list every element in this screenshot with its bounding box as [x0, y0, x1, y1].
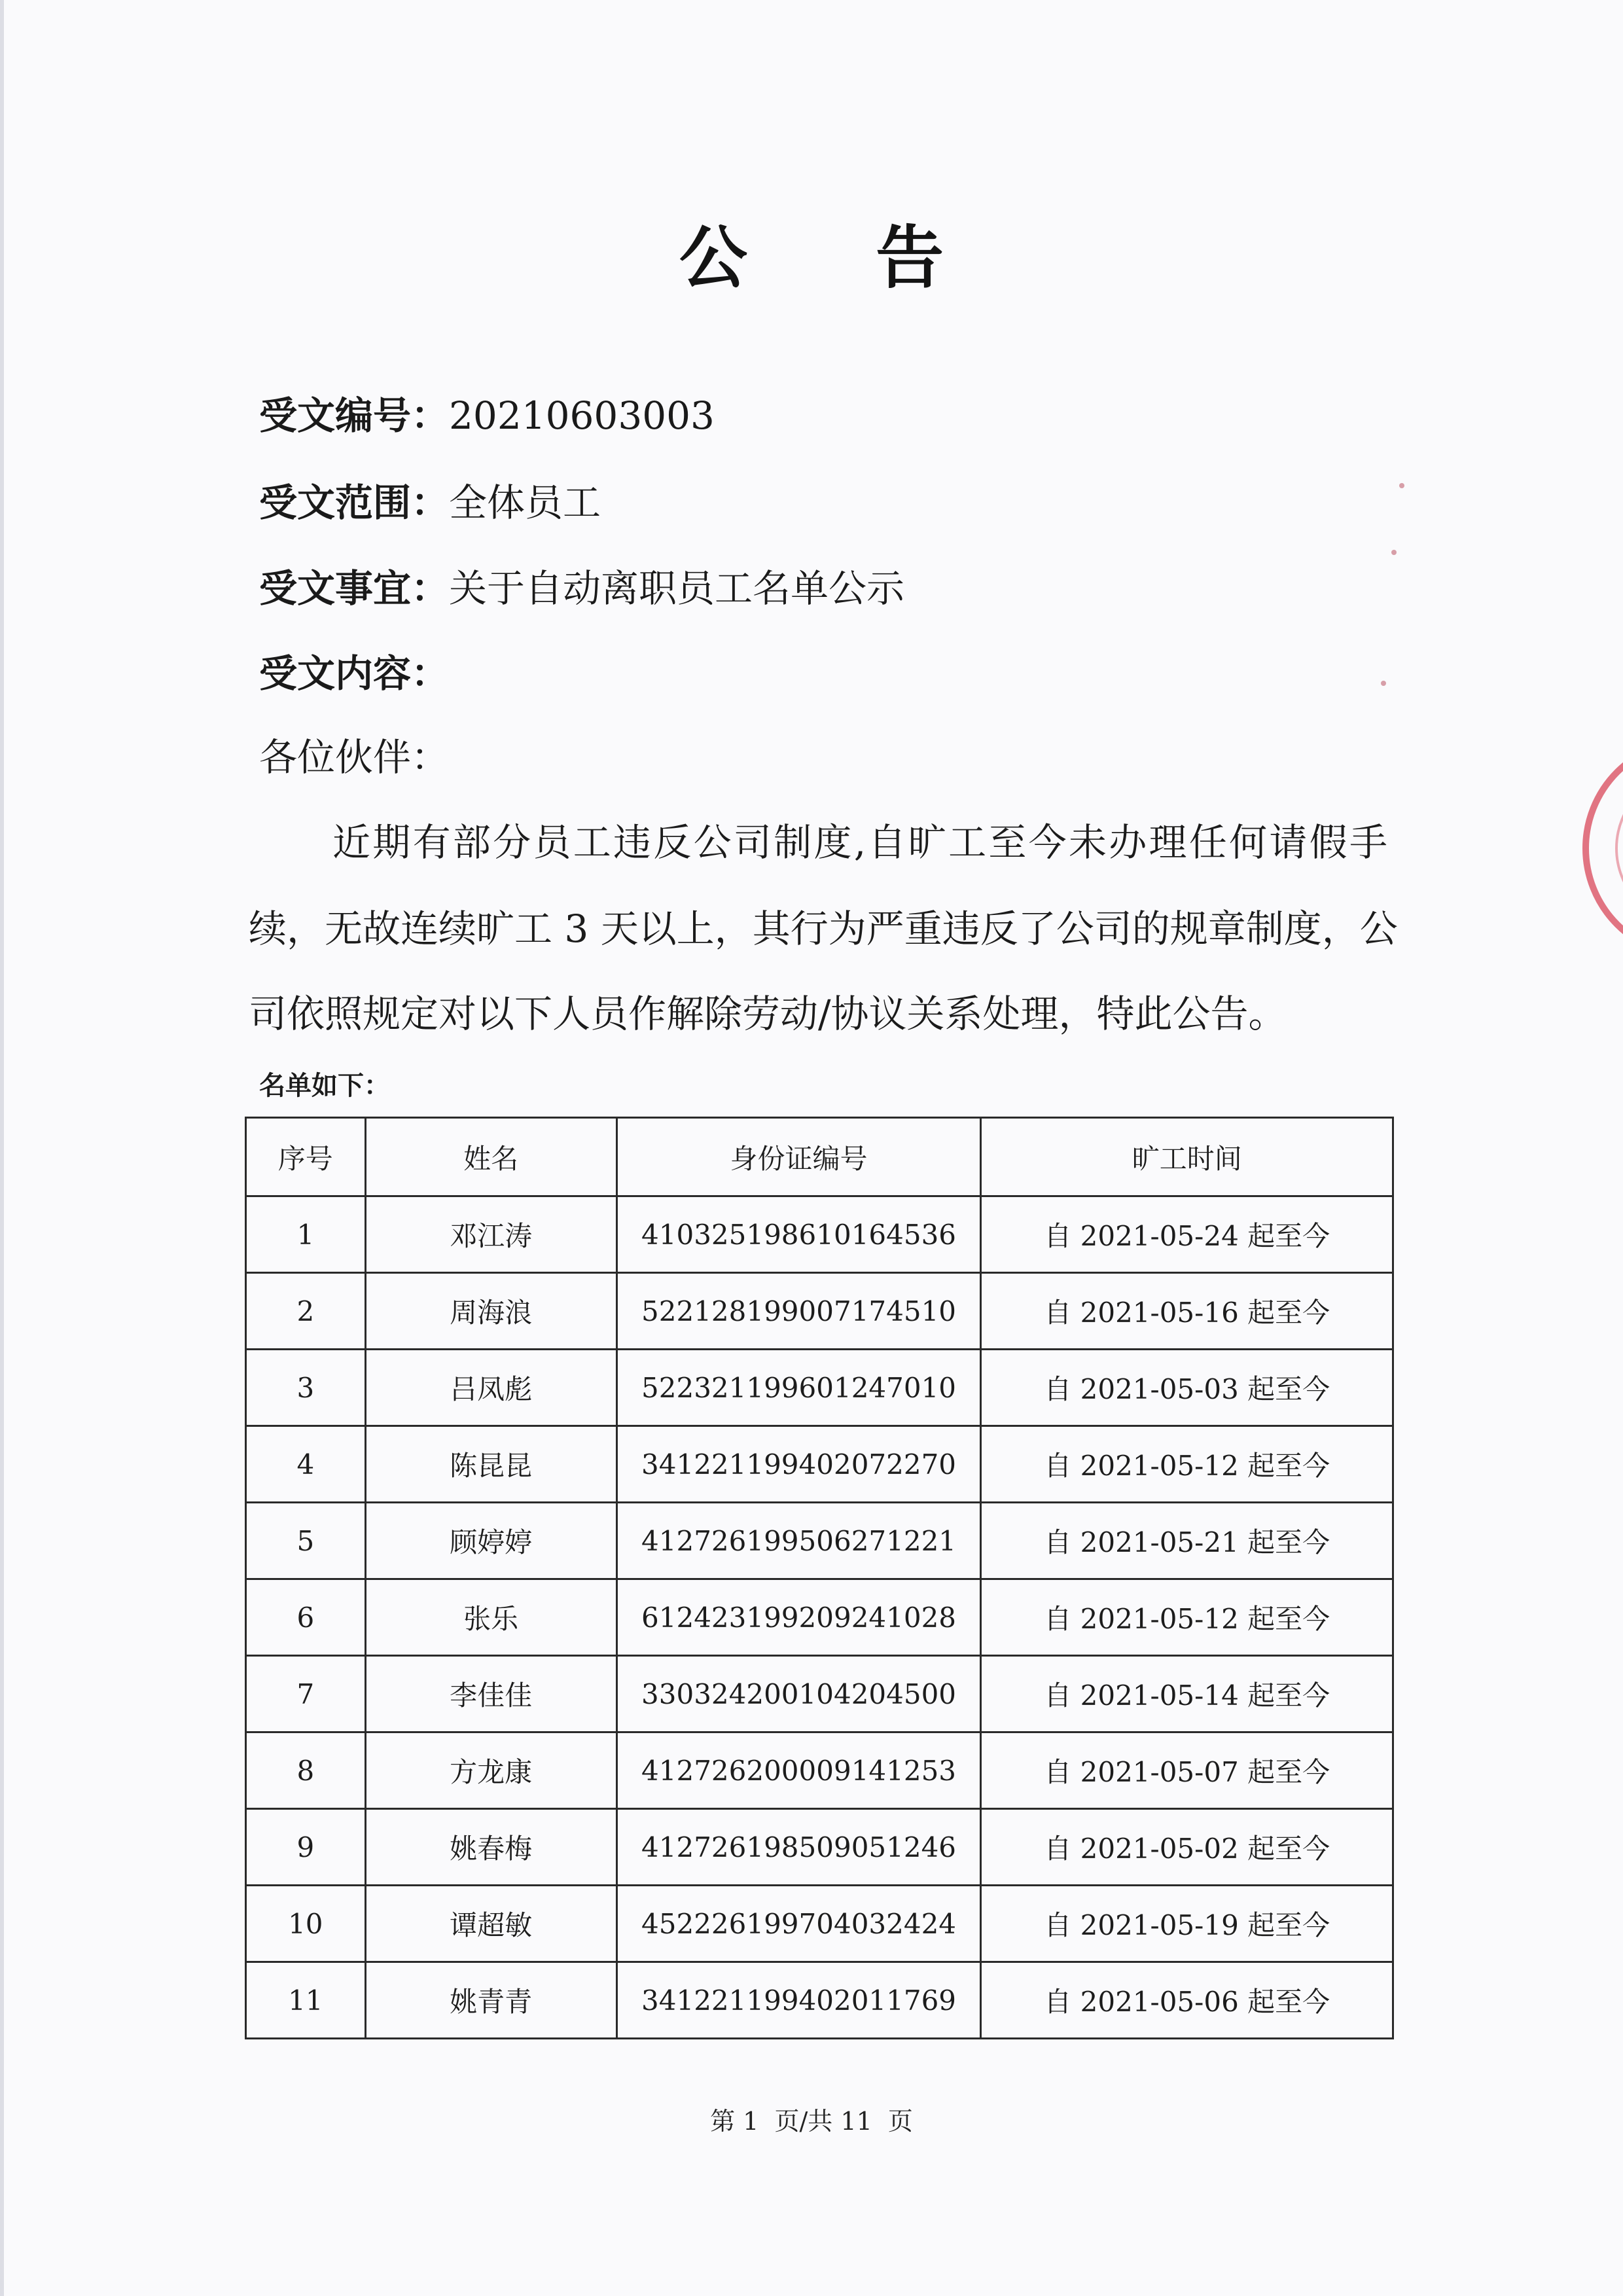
cell-id-number: 410325198610164536: [616, 1196, 981, 1273]
table-row: [246, 1196, 1393, 1273]
cell-seq: 5: [246, 1503, 366, 1579]
scan-speck: [1391, 550, 1397, 555]
header-absence-time: 旷工时间: [981, 1118, 1393, 1196]
cell-name: 陈昆昆: [365, 1426, 616, 1503]
header-seq: 序号: [246, 1118, 366, 1196]
cell-id-number: 341221199402011769: [616, 1962, 981, 2039]
cell-name: 姚青青: [365, 1962, 616, 2039]
scan-speck: [1381, 681, 1386, 686]
meta-value: 20210603003: [449, 393, 715, 438]
table-row: [246, 1809, 1393, 1886]
cell-name: 李佳佳: [365, 1656, 616, 1732]
header-name: 姓名: [365, 1118, 616, 1196]
cell-name: 谭超敏: [365, 1886, 616, 1962]
cell-absence-time: 自 2021-05-14 起至今: [981, 1656, 1393, 1732]
cell-id-number: 412726198509051246: [616, 1809, 981, 1886]
scan-edge: [0, 0, 4, 2296]
cell-seq: 7: [246, 1656, 366, 1732]
cell-seq: 11: [246, 1962, 366, 2039]
cell-id-number: 522128199007174510: [616, 1273, 981, 1350]
document-title: 公 告: [679, 217, 997, 298]
table-header-row: [246, 1118, 1393, 1196]
cell-seq: 3: [246, 1350, 366, 1426]
cell-id-number: 341221199402072270: [616, 1426, 981, 1503]
cell-absence-time: 自 2021-05-06 起至今: [981, 1962, 1393, 2039]
table-row: [246, 1426, 1393, 1503]
meta-value: 全体员工: [449, 480, 601, 525]
cell-id-number: 612423199209241028: [616, 1579, 981, 1656]
scan-speck: [1399, 483, 1404, 488]
header-id-number: 身份证编号: [616, 1118, 981, 1196]
cell-name: 张乐: [365, 1579, 616, 1656]
cell-absence-time: 自 2021-05-12 起至今: [981, 1579, 1393, 1656]
body-paragraph-line: 近期有部分员工违反公司制度,自旷工至今未办理任何请假手: [332, 820, 1387, 865]
cell-absence-time: 自 2021-05-02 起至今: [981, 1809, 1393, 1886]
cell-seq: 1: [246, 1196, 366, 1273]
cell-seq: 6: [246, 1579, 366, 1656]
table-row: [246, 1732, 1393, 1809]
cell-name: 周海浪: [365, 1273, 616, 1350]
cell-id-number: 452226199704032424: [616, 1886, 981, 1962]
cell-id-number: 412726199506271221: [616, 1503, 981, 1579]
meta-value: 关于自动离职员工名单公示: [449, 566, 905, 611]
meta-label: 受文内容：: [259, 651, 450, 696]
body-paragraph-line: 续，无故连续旷工 3 天以上，其行为严重违反了公司的规章制度，公: [249, 906, 1398, 951]
cell-seq: 4: [246, 1426, 366, 1503]
table-row: [246, 1273, 1393, 1350]
cell-seq: 2: [246, 1273, 366, 1350]
cell-seq: 9: [246, 1809, 366, 1886]
cell-absence-time: 自 2021-05-19 起至今: [981, 1886, 1393, 1962]
cell-name: 方龙康: [365, 1732, 616, 1809]
absentee-table: [245, 1117, 1394, 2039]
meta-doc-number: [259, 393, 715, 439]
cell-absence-time: 自 2021-05-21 起至今: [981, 1503, 1393, 1579]
cell-id-number: 522321199601247010: [616, 1350, 981, 1426]
table-row: [246, 1656, 1393, 1732]
meta-label: 受文事宜：: [259, 566, 450, 611]
cell-absence-time: 自 2021-05-03 起至今: [981, 1350, 1393, 1426]
cell-name: 顾婷婷: [365, 1503, 616, 1579]
cell-id-number: 330324200104204500: [616, 1656, 981, 1732]
table-body: [246, 1196, 1393, 2039]
meta-subject: [259, 565, 904, 611]
cell-seq: 8: [246, 1732, 366, 1809]
meta-scope: [259, 480, 601, 526]
list-title: 名单如下：: [259, 1070, 390, 1101]
cell-absence-time: 自 2021-05-07 起至今: [981, 1732, 1393, 1809]
cell-name: 邓江涛: [365, 1196, 616, 1273]
table-row: [246, 1962, 1393, 2039]
greeting: 各位伙伴：: [259, 735, 450, 780]
cell-name: 姚春梅: [365, 1809, 616, 1886]
meta-content: [259, 651, 449, 696]
seal-inner-ring: [1615, 770, 1623, 927]
meta-label: 受文范围：: [259, 480, 450, 525]
table-row: [246, 1503, 1393, 1579]
page-footer: 第 1 页/共 11 页: [710, 2107, 913, 2136]
cell-absence-time: 自 2021-05-16 起至今: [981, 1273, 1393, 1350]
table-row: [246, 1886, 1393, 1962]
body-paragraph-line: 司依照规定对以下人员作解除劳动/协议关系处理，特此公告。: [249, 992, 1287, 1036]
meta-label: 受文编号：: [259, 393, 450, 438]
cell-absence-time: 自 2021-05-24 起至今: [981, 1196, 1393, 1273]
cell-seq: 10: [246, 1886, 366, 1962]
table-row: [246, 1579, 1393, 1656]
table-row: [246, 1350, 1393, 1426]
cell-id-number: 412726200009141253: [616, 1732, 981, 1809]
cell-name: 吕凤彪: [365, 1350, 616, 1426]
cell-absence-time: 自 2021-05-12 起至今: [981, 1426, 1393, 1503]
company-seal: [1582, 737, 1623, 960]
